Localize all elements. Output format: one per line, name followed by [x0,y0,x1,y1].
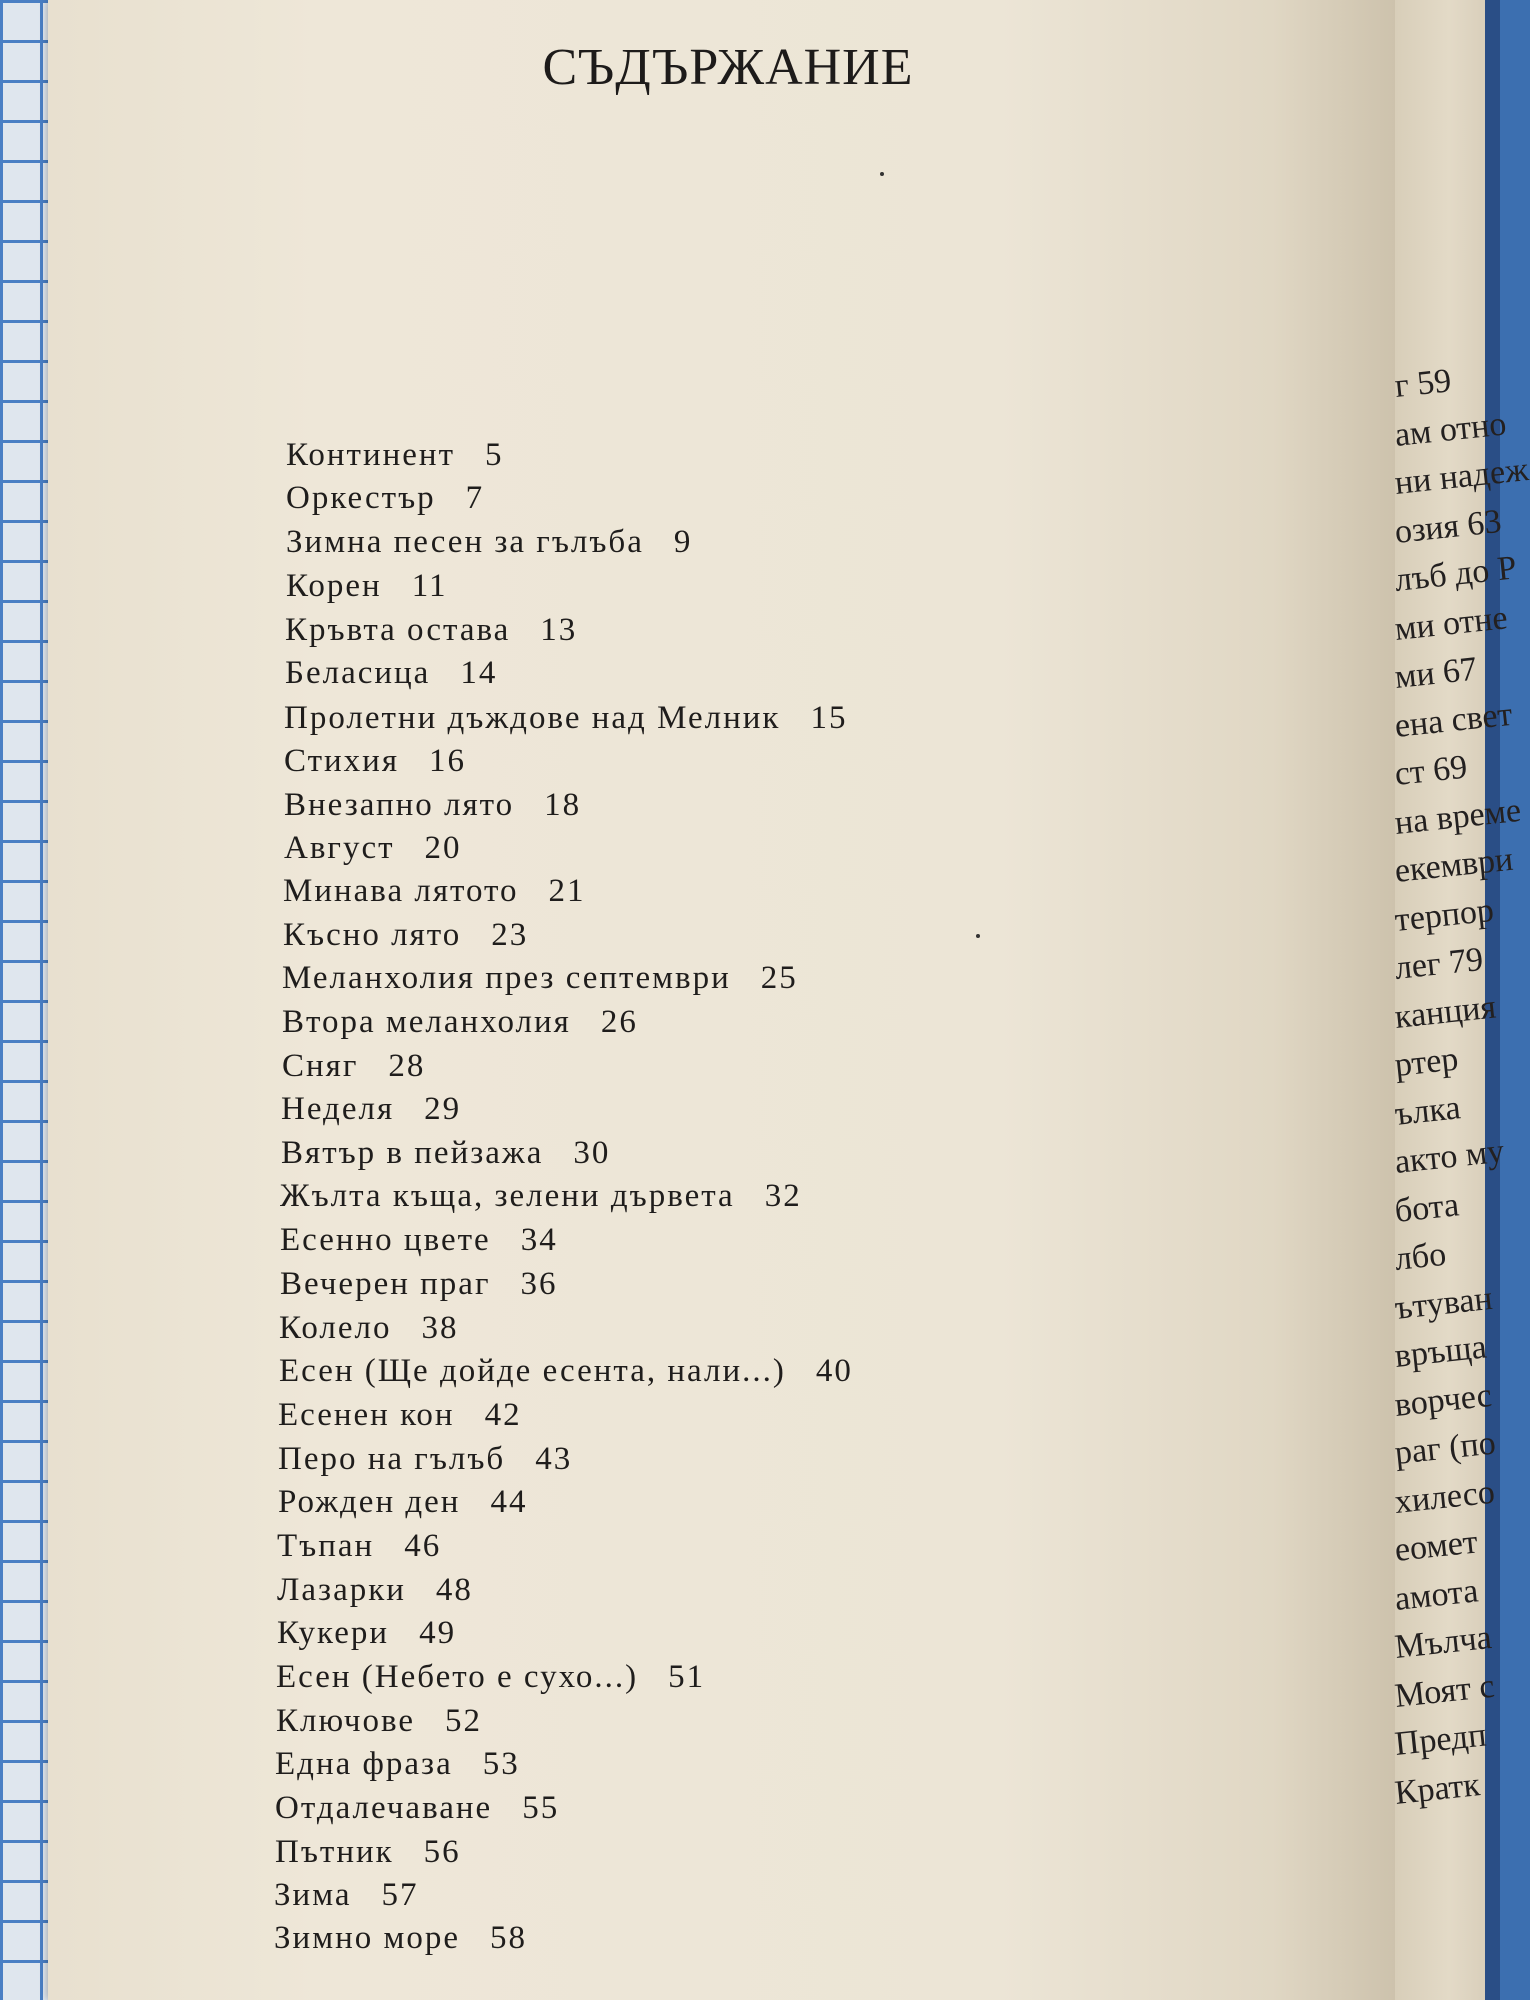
toc-entry [284,743,466,780]
toc-entry-title: Кръвта остава [285,612,511,648]
toc-entry-page: 23 [491,917,529,953]
toc-entry-page: 40 [815,1353,853,1389]
toc-entry-title: Зима [274,1877,352,1913]
toc-entry [284,787,581,824]
toc-entry-page: 49 [419,1615,457,1651]
toc-entry [281,1091,461,1128]
toc-entry-title: Колело [279,1310,392,1346]
toc-entry-page: 9 [673,524,693,560]
toc-entry-title: Жълта къща, зелени дървета [280,1178,735,1214]
next-page-text-fragment: ам отно [1393,404,1508,454]
next-page-text-fragment: акто му [1393,1132,1506,1181]
toc-entry [285,655,497,692]
toc-entry-title: Една фраза [275,1746,453,1782]
toc-entry-title: Вятър в пейзажа [281,1135,544,1171]
next-page-text-fragment: Предп [1393,1716,1489,1763]
toc-entry [277,1572,473,1609]
toc-entry-page: 26 [600,1004,638,1040]
next-page-text-fragment: ена свет [1393,695,1515,745]
next-page-text-fragment: амота [1393,1571,1480,1618]
toc-entry-page: 20 [424,830,462,866]
toc-entry-page: 57 [381,1877,419,1913]
book-page-left [48,0,1408,2000]
next-page-text-fragment: лъб до Р [1393,549,1519,599]
toc-entry [278,1397,522,1434]
toc-entry [276,1659,705,1696]
toc-entry-page: 42 [484,1397,522,1433]
toc-entry-page: 5 [485,437,504,473]
toc-entry-page: 32 [764,1178,802,1214]
next-page-text-fragment: канция [1393,988,1498,1036]
toc-entry [282,1004,638,1041]
toc-entry-page: 36 [520,1266,558,1302]
next-page-text-fragment: еомет [1393,1523,1480,1569]
speck [880,172,884,176]
toc-entry-title: Рожден ден [278,1484,461,1520]
toc-entry-page: 51 [668,1659,706,1695]
toc-entry-page: 14 [460,655,498,691]
toc-entry-page: 18 [544,787,582,823]
next-page-text-fragment: терпор [1393,891,1496,939]
toc-entry-page: 13 [540,612,578,648]
next-page-text-fragment: г 59 [1393,362,1454,405]
toc-entry-page: 21 [548,873,586,909]
next-page-text-fragment: Мълча [1393,1618,1494,1666]
toc-entry [284,830,462,867]
toc-entry [282,1048,425,1085]
toc-entry-page: 16 [429,743,466,779]
toc-entry [286,437,504,474]
next-page-text-fragment: озия 63 [1393,502,1504,551]
toc-entry [277,1615,456,1652]
toc-entry-page: 58 [490,1920,528,1956]
next-page-text-fragment: бота [1393,1185,1461,1230]
speck [976,934,980,938]
toc-entry-page: 25 [760,960,798,996]
toc-entry-page: 11 [411,568,448,604]
toc-entry-title: Меланхолия през септември [282,960,731,996]
toc-entry-page: 7 [465,480,485,516]
toc-entry [281,1135,610,1172]
next-page-text-fragment: на време [1393,791,1523,842]
toc-entry [275,1834,461,1871]
toc-entry [277,1528,441,1565]
toc-entry [278,1484,527,1521]
next-page-text-fragment: ълка [1393,1088,1463,1133]
toc-entry [279,1310,459,1347]
toc-entry-title: Втора меланхолия [282,1004,571,1040]
toc-entry [286,480,484,517]
next-page-text-fragment: ворчес [1393,1376,1494,1424]
next-page-text-fragment: ътуван [1393,1279,1495,1327]
toc-entry [284,700,847,737]
toc-entry-page: 29 [424,1091,462,1127]
toc-entry [275,1746,520,1783]
toc-entry-title: Перо на гълъб [278,1441,506,1477]
toc-entry-page: 48 [435,1572,473,1608]
toc-entry [283,917,528,954]
next-page-text-fragment: Кратк [1393,1765,1482,1812]
toc-entry-page: 30 [573,1135,611,1171]
toc-entry-title: Сняг [282,1048,359,1084]
toc-entry-title: Вечерен праг [280,1266,491,1302]
toc-entry [274,1920,527,1957]
toc-entry-title: Отдалечаване [275,1790,493,1826]
next-page-text-fragment: лбо [1393,1235,1448,1278]
toc-entry [286,524,692,561]
book-page-right-fragment [1393,0,1530,2000]
toc-entry-page: 15 [810,700,848,736]
toc-entry-title: Зимно море [274,1920,461,1956]
toc-entry-page: 44 [490,1484,528,1520]
toc-entry-title: Неделя [281,1091,395,1127]
toc-entry-title: Пролетни дъждове над Мелник [284,700,781,736]
toc-entry [282,960,798,997]
next-page-text-fragment: ми отне [1393,598,1510,648]
toc-entry-page: 55 [522,1790,560,1826]
next-page-text-fragment: раг (по [1393,1424,1498,1472]
toc-entry-title: Есенен кон [278,1397,455,1433]
toc-entry-title: Внезапно лято [284,787,515,823]
toc-entry-page: 34 [520,1222,558,1258]
next-page-text-fragment: екември [1393,840,1515,890]
toc-entry-title: Беласица [285,655,431,691]
toc-entry-page: 52 [445,1703,483,1739]
page-title: СЪДЪРЖАНИЕ [542,39,914,96]
toc-entry [279,1353,853,1390]
toc-entry-page: 46 [404,1528,442,1564]
toc-entry-title: Оркестър [286,480,436,516]
toc-entry-title: Август [284,830,395,866]
toc-entry-page: 53 [482,1746,520,1782]
toc-entry-title: Корен [286,568,382,604]
toc-entry-title: Стихия [284,743,399,779]
next-page-text-fragment: ртер [1393,1040,1461,1084]
toc-entry [278,1441,572,1478]
toc-entry-title: Тъпан [277,1528,375,1564]
toc-entry-title: Ключове [276,1703,416,1739]
toc-entry [274,1877,419,1914]
toc-entry [280,1222,558,1259]
toc-entry-page: 56 [423,1834,461,1870]
toc-entry-title: Кукери [277,1615,390,1651]
toc-entry-page: 38 [421,1310,459,1346]
next-page-text-fragment: лег 79 [1393,940,1485,987]
next-page-text-fragment: ст 69 [1393,748,1469,793]
toc-entry-title: Зимна песен за гълъба [286,524,644,560]
toc-entry-title: Пътник [275,1834,394,1870]
next-page-text-fragment: хилесо [1393,1473,1497,1521]
toc-entry-page: 28 [388,1048,426,1084]
toc-entry [280,1178,802,1215]
toc-entry [286,568,447,605]
toc-entry [280,1266,557,1303]
next-page-text-fragment: връща [1393,1328,1489,1375]
toc-entry [276,1703,482,1740]
toc-entry [283,873,586,910]
next-page-text-fragment: Моят с [1393,1667,1497,1715]
toc-entry [275,1790,559,1827]
toc-entry [285,612,577,649]
toc-entry-title: Есенно цвете [280,1222,491,1258]
toc-entry-title: Късно лято [283,917,462,953]
next-page-text-fragment: ни надеж [1393,451,1530,502]
toc-entry-page: 43 [535,1441,573,1477]
toc-entry-title: Минава лятото [283,873,519,909]
toc-entry-title: Лазарки [277,1572,406,1608]
toc-entry-title: Континент [286,437,455,473]
table-of-contents [48,0,1348,2000]
next-page-text-fragment: ми 67 [1393,650,1479,696]
toc-entry-title: Есен (Ще дойде есента, нали...) [279,1353,786,1389]
toc-entry-title: Есен (Небето е сухо...) [276,1659,639,1695]
